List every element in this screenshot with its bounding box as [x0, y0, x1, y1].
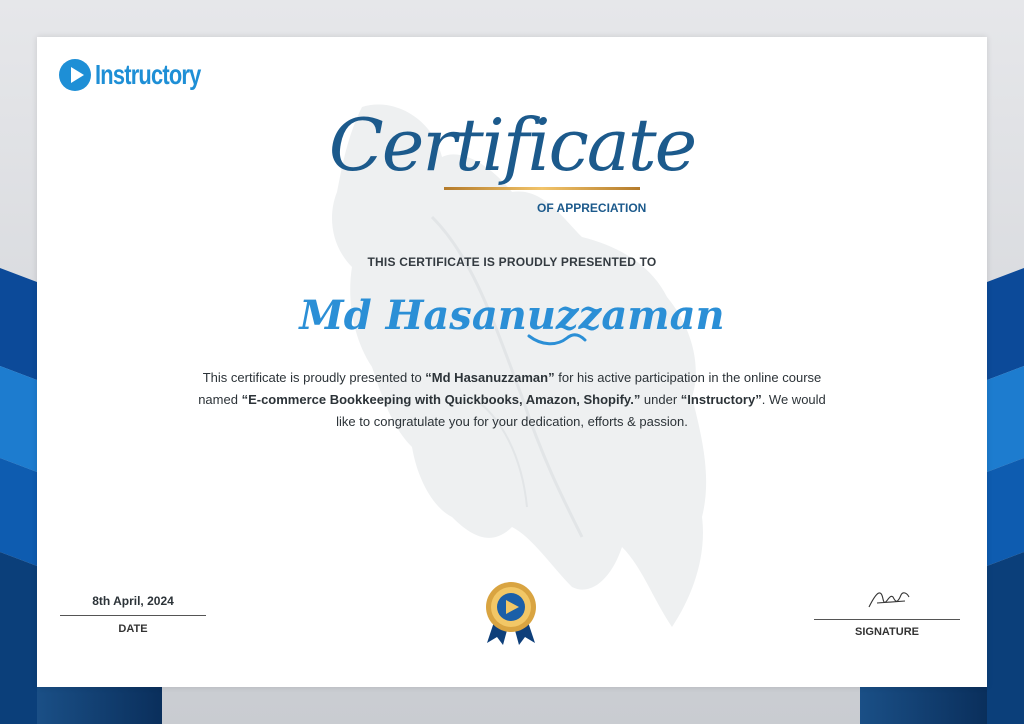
body-recipient: “Md Hasanuzzaman” [425, 370, 555, 385]
award-seal-icon [481, 581, 541, 647]
body-part-4: . We would like to congratulate you for your dedication, efforts & passion. [336, 392, 826, 429]
date-value: 8th April, 2024 [92, 594, 174, 608]
name-flourish [527, 330, 587, 348]
body-part-2: for his active participation in the online course named [198, 370, 822, 407]
brand-name: Instructory [95, 59, 201, 90]
presented-to-line: THIS CERTIFICATE IS PROUDLY PRESENTED TO [367, 255, 657, 269]
certificate-subtitle: OF APPRECIATION [537, 201, 647, 215]
play-logo-icon [58, 58, 92, 92]
body-part-1: This certificate is proudly presented to [202, 370, 426, 385]
brand-logo [58, 58, 230, 92]
signature-mark [867, 587, 911, 613]
title-underline [444, 187, 640, 190]
date-label: DATE [118, 623, 148, 635]
body-part-3: under [640, 392, 681, 407]
date-rule [60, 615, 206, 616]
body-org: “Instructory” [680, 392, 762, 407]
signature-rule [814, 619, 960, 620]
body-course: “E-commerce Bookkeeping with Quickbooks, Amazon, Shopify.” [241, 392, 641, 407]
recipient-name: Md Hasanuzzaman [299, 292, 725, 339]
certificate-title: Certificate [328, 103, 696, 187]
signature-label: SIGNATURE [855, 626, 919, 638]
certificate-body [197, 367, 827, 433]
certificate-card [37, 37, 987, 687]
